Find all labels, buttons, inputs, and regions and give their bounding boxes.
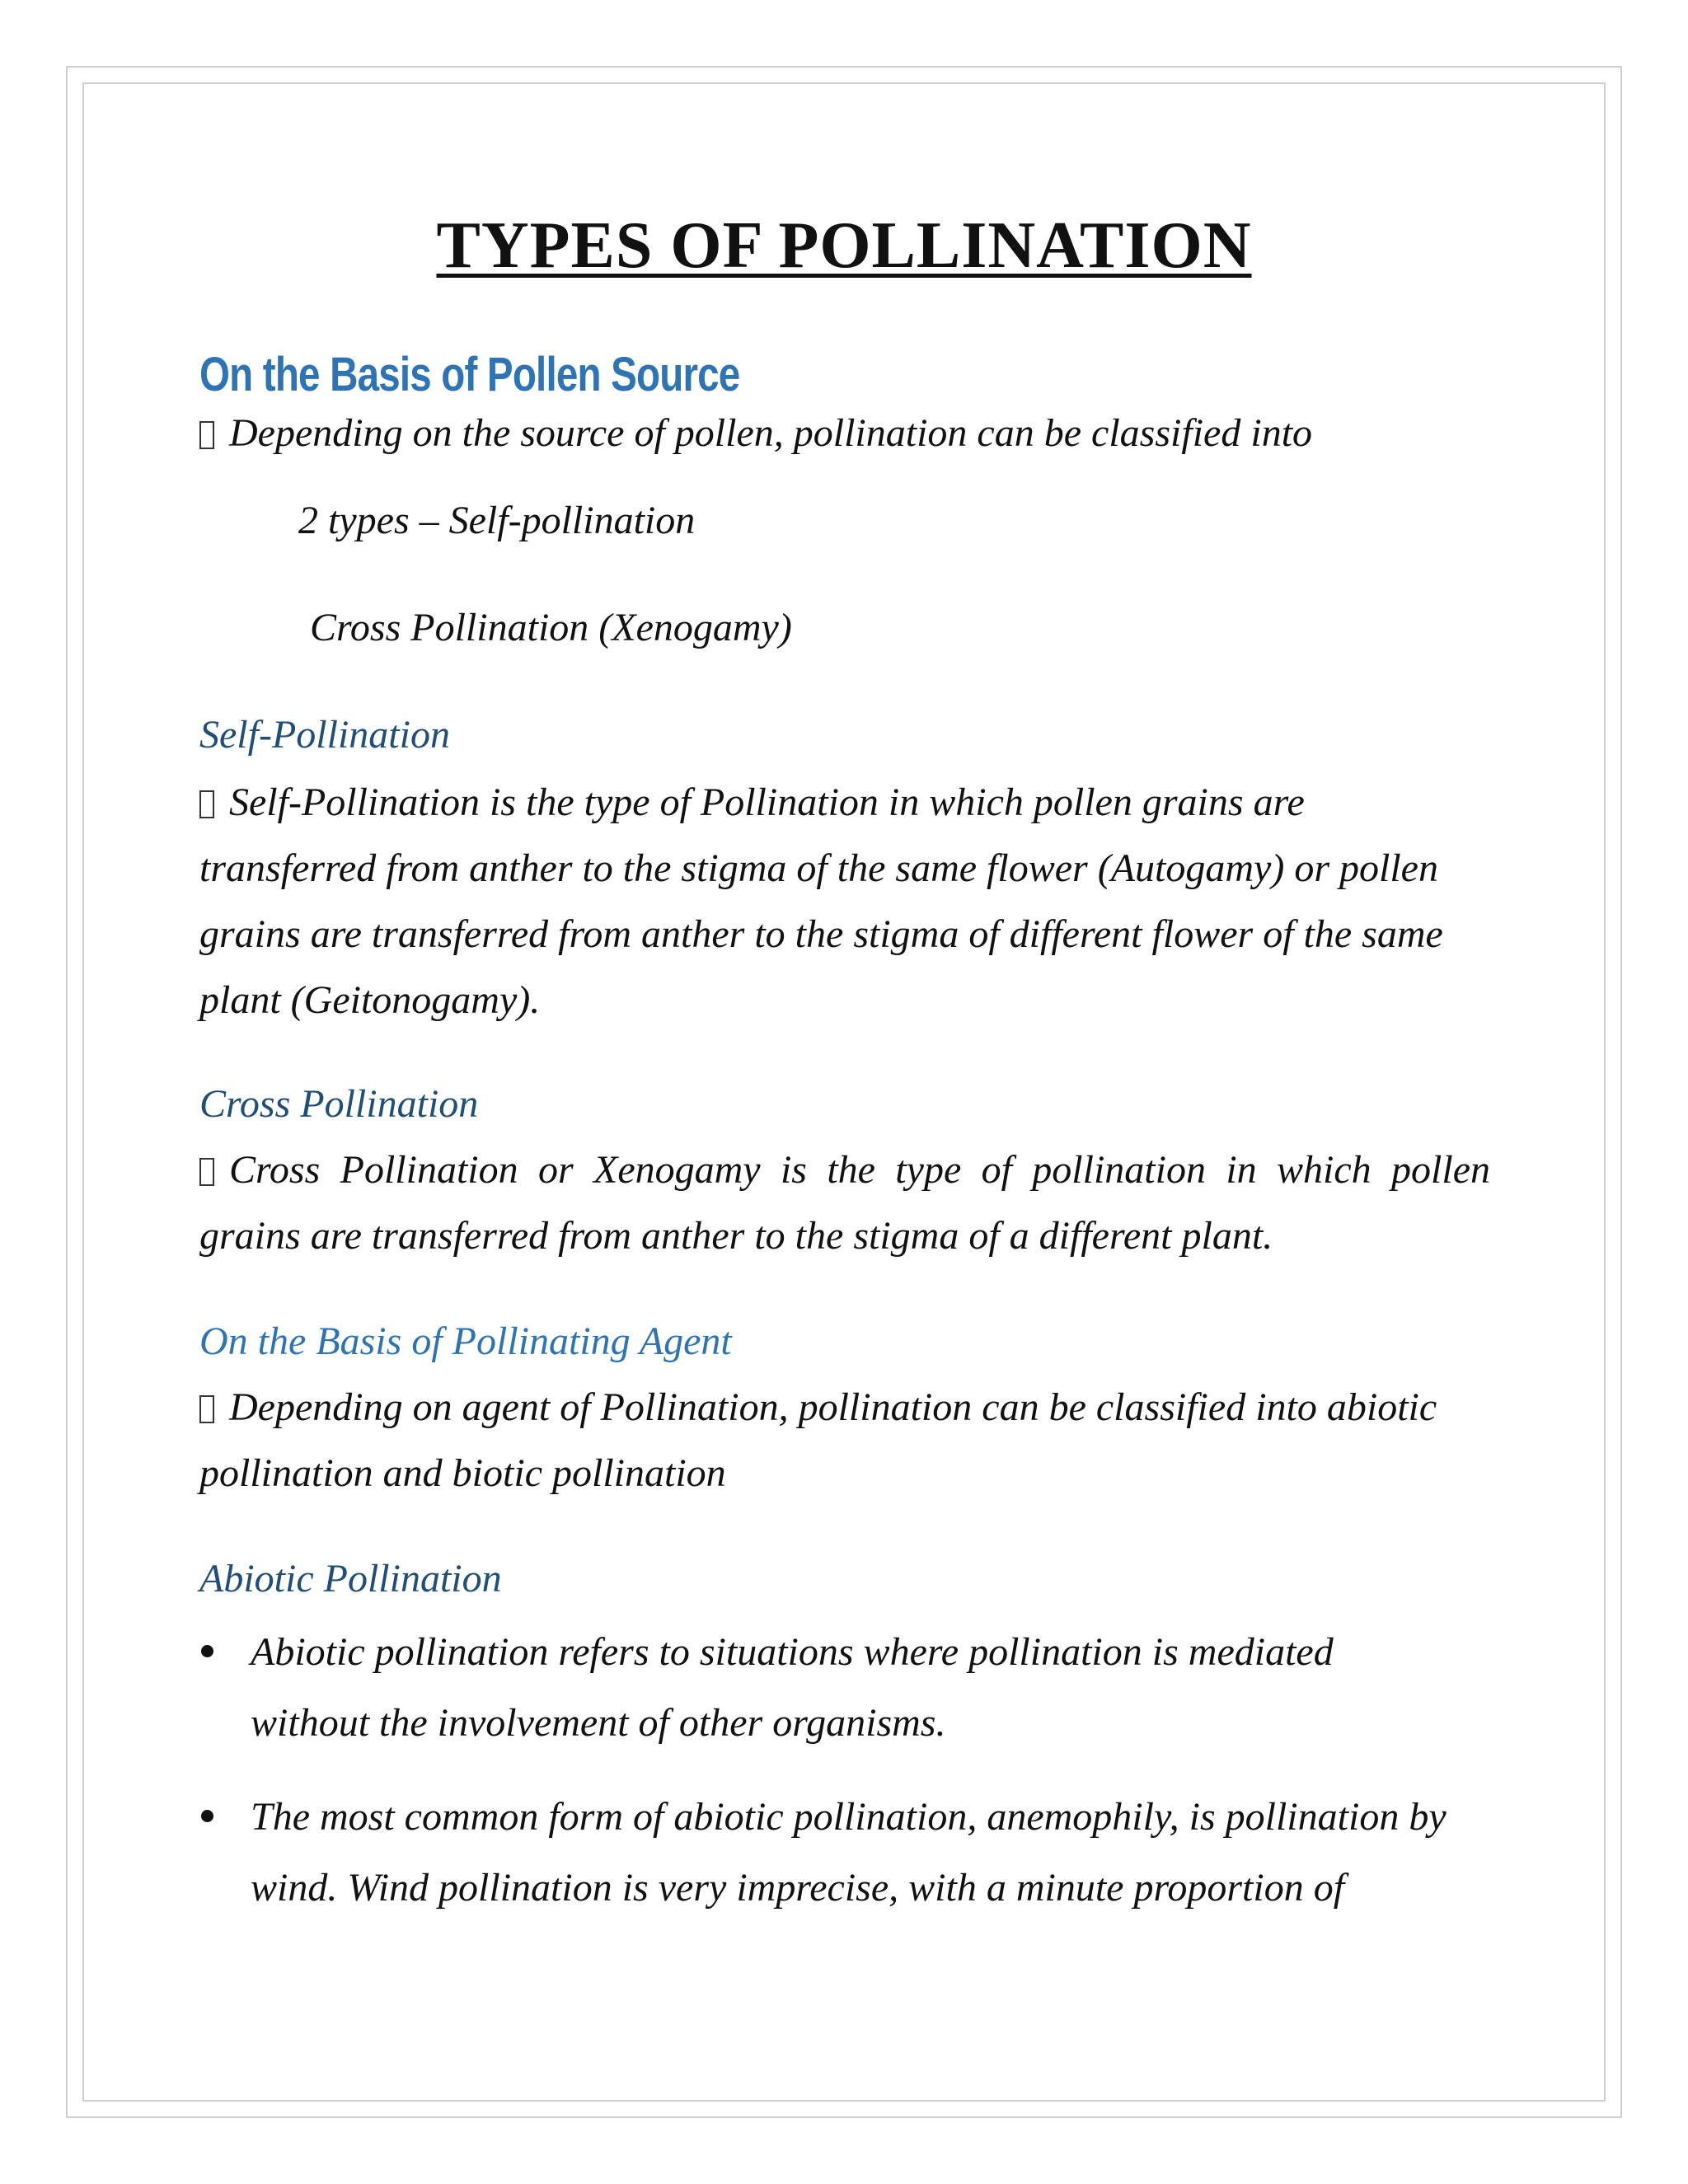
self-pollination-paragraph [199,770,1443,1033]
checkbox-glyph-icon [199,790,214,818]
paragraph-line: grains are transferred from anther to the stigma of different flower of the same [199,912,1443,956]
bullet-icon [201,1645,213,1657]
paragraph-line: transferred from anther to the stigma of the same flower (Autogamy) or pollen [199,846,1438,890]
pollinating-agent-paragraph [199,1375,1437,1507]
types-line: 2 types – Self-pollination [298,499,696,542]
checkbox-glyph-icon [199,1395,214,1423]
paragraph-line: Depending on agent of Pollination, pollination can be classified into abiotic [199,1375,1437,1441]
page-title: TYPES OF POLLINATION [436,209,1252,282]
checkbox-glyph-icon [199,1158,214,1186]
bullet-icon [201,1810,213,1822]
bullet-item [251,1617,1334,1759]
paragraph-line: grains are transferred from anther to the stigma of a different plant. [199,1214,1273,1258]
bullet-item [251,1782,1447,1924]
paragraph-line: without the involvement of other organisms. [251,1701,946,1745]
section-heading-pollen-source: On the Basis of Pollen Source [199,348,740,401]
paragraph-line: pollination and biotic pollination [199,1451,726,1495]
paragraph-line: plant (Geitonogamy). [199,978,541,1022]
paragraph-line: The most common form of abiotic pollination, anemophily, is pollination by [251,1795,1447,1839]
checkbox-glyph-icon [199,421,214,449]
cross-pollination-heading: Cross Pollination [199,1082,479,1126]
section-heading-pollinating-agent: On the Basis of Pollinating Agent [199,1319,732,1363]
paragraph-line: Self-Pollination is the type of Pollination in which pollen grains are [199,770,1443,836]
section1-intro: Depending on the source of pollen, pollination can be classified into [199,404,1312,463]
paragraph-line: Cross Pollination or Xenogamy is the type of pollination in which pollen [199,1137,1490,1203]
type-cross-pollination: Cross Pollination (Xenogamy) [310,606,792,649]
cross-pollination-paragraph [199,1137,1490,1269]
abiotic-pollination-heading: Abiotic Pollination [199,1557,502,1601]
self-pollination-heading: Self-Pollination [199,713,450,757]
paragraph-line: wind. Wind pollination is very imprecise, with a minute proportion of [251,1866,1345,1910]
paragraph-line: Abiotic pollination refers to situations where pollination is mediated [251,1630,1334,1674]
